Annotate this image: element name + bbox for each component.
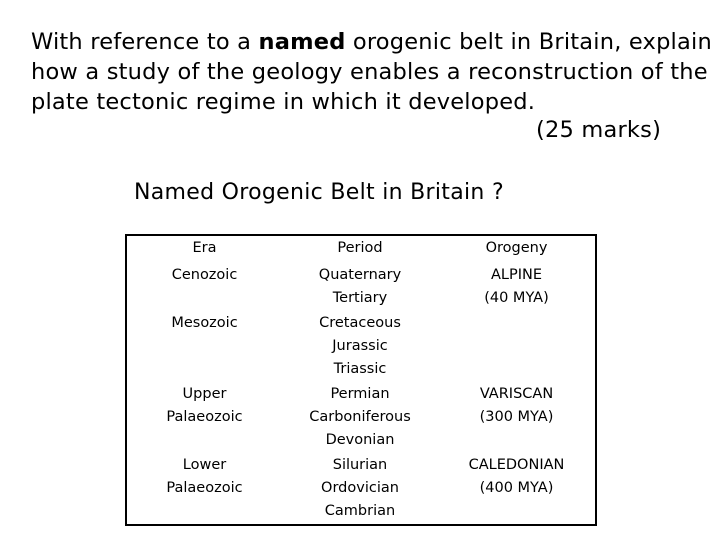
question-text — [31, 27, 711, 117]
orogeny-cell-empty — [438, 311, 596, 382]
geologic-timescale-table — [125, 234, 597, 526]
orogeny-age: (300 MYA) — [479, 409, 554, 425]
period-text: Devonian — [325, 432, 395, 448]
orogeny-cell — [438, 453, 596, 525]
period-text: Quaternary — [318, 267, 402, 283]
table-row — [126, 453, 596, 525]
question-line-3: plate tectonic regime in which it developed. — [31, 89, 536, 115]
period-text: Cambrian — [324, 503, 396, 519]
period-text: Tertiary — [332, 290, 388, 306]
header-era: Era — [192, 240, 217, 256]
period-cell — [282, 263, 438, 311]
era-text: Upper — [182, 386, 227, 402]
header-period: Period — [337, 240, 383, 256]
era-text: Palaeozoic — [166, 480, 243, 496]
marks-allocation: (25 marks) — [536, 117, 662, 143]
section-heading: Named Orogenic Belt in Britain ? — [134, 180, 504, 205]
period-cell — [282, 311, 438, 382]
question-line-2: how a study of the geology enables a reconstruction of the — [31, 59, 708, 85]
question-emphasis-named: named — [258, 29, 346, 55]
table-row — [126, 311, 596, 382]
orogeny-name: CALEDONIAN — [468, 457, 565, 473]
period-text: Silurian — [332, 457, 388, 473]
question-line-1-start: With reference to a — [31, 29, 259, 55]
period-text: Carboniferous — [309, 409, 411, 425]
orogeny-age: (400 MYA) — [479, 480, 554, 496]
question-line-1-end: orogenic belt in Britain, explain — [345, 29, 712, 55]
table-row — [126, 382, 596, 453]
era-cell — [126, 311, 282, 382]
orogeny-cell — [438, 263, 596, 311]
table-header-row — [126, 235, 596, 263]
orogeny-cell — [438, 382, 596, 453]
period-text: Jurassic — [332, 338, 388, 354]
era-text: Palaeozoic — [166, 409, 243, 425]
era-text: Cenozoic — [171, 267, 238, 283]
orogeny-name: ALPINE — [490, 267, 543, 283]
header-orogeny: Orogeny — [485, 240, 548, 256]
era-cell — [126, 453, 282, 525]
era-cell — [126, 382, 282, 453]
period-text: Cretaceous — [319, 315, 401, 331]
period-text: Triassic — [333, 361, 387, 377]
period-text: Permian — [330, 386, 390, 402]
period-cell — [282, 382, 438, 453]
period-text: Ordovician — [321, 480, 399, 496]
era-text: Mesozoic — [171, 315, 238, 331]
table-row — [126, 263, 596, 311]
question-line-1 — [31, 27, 711, 57]
orogeny-name: VARISCAN — [479, 386, 554, 402]
period-cell — [282, 453, 438, 525]
era-cell — [126, 263, 282, 311]
orogeny-age: (40 MYA) — [484, 290, 549, 306]
era-text: Lower — [182, 457, 227, 473]
